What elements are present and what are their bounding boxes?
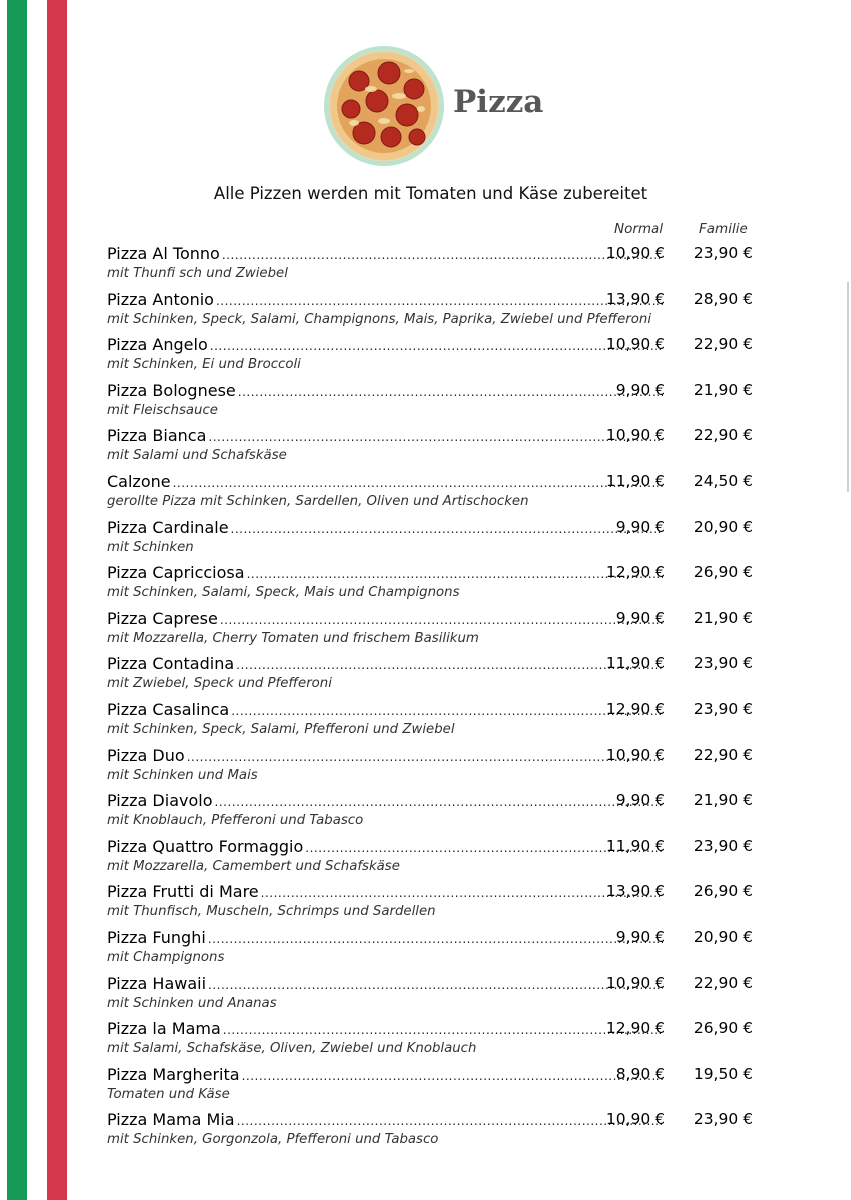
item-description: mit Schinken, Ei und Broccoli (107, 357, 301, 373)
price-family: 22,90 € (693, 426, 753, 445)
item-name: Pizza Duo (107, 745, 185, 765)
item-description: mit Mozzarella, Cherry Tomaten und frischem Basilikum (107, 630, 479, 646)
dot-leader (236, 658, 663, 672)
price-normal: 12,90 € (605, 563, 665, 582)
item-name: Pizza Caprese (107, 608, 218, 628)
item-name: Pizza Antonio (107, 289, 214, 309)
price-family: 21,90 € (693, 791, 753, 810)
price-family: 21,90 € (693, 608, 753, 627)
item-name: Pizza Al Tonno (107, 244, 220, 263)
price-normal: 13,90 € (605, 289, 665, 308)
item-description: mit Schinken und Mais (107, 767, 258, 783)
menu-item (107, 426, 757, 472)
menu-item (107, 882, 757, 928)
item-description: mit Thunfi sch und Zwiebel (107, 266, 288, 281)
item-name: Pizza Hawaii (107, 973, 207, 993)
item-description: mit Fleischsauce (107, 402, 218, 418)
price-family: 26,90 € (693, 882, 753, 901)
price-family: 23,90 € (693, 699, 753, 718)
price-family: 22,90 € (693, 745, 753, 764)
price-family: 20,90 € (693, 517, 753, 536)
dot-leader (238, 385, 663, 399)
menu-item (107, 563, 757, 609)
item-description: mit Schinken, Salami, Speck, Mais und Champignons (107, 585, 460, 601)
dot-leader (208, 978, 663, 992)
price-normal: 11,90 € (605, 471, 665, 490)
price-family: 24,50 € (693, 471, 753, 490)
item-name: Pizza Margherita (107, 1064, 240, 1084)
price-family: 23,90 € (693, 836, 753, 855)
dot-leader (173, 476, 663, 490)
item-name: Pizza Mama Mia (107, 1110, 235, 1130)
item-name: Pizza Diavolo (107, 791, 213, 811)
menu-item (107, 1019, 757, 1065)
price-normal: 9,90 € (615, 517, 665, 536)
item-name: Pizza Angelo (107, 335, 208, 355)
menu-item (107, 1110, 757, 1156)
price-normal: 12,90 € (605, 1019, 665, 1038)
menu-item (107, 290, 757, 336)
dot-leader (261, 886, 663, 900)
column-header-family: Familie (699, 221, 748, 237)
menu-item (107, 654, 757, 700)
item-name: Calzone (107, 471, 171, 491)
dot-leader (208, 430, 663, 444)
price-family: 22,90 € (693, 973, 753, 992)
item-name: Pizza la Mama (107, 1019, 221, 1039)
pizza-illustration (329, 51, 439, 161)
item-description: mit Schinken und Ananas (107, 995, 277, 1011)
menu-item (107, 791, 757, 837)
item-description: mit Thunfisch, Muscheln, Schrimps und Sardellen (107, 904, 436, 920)
menu-header (0, 48, 851, 168)
menu-item (107, 381, 757, 427)
item-description: mit Salami und Schafskäse (107, 448, 287, 464)
item-description: mit Schinken, Speck, Salami, Champignons, Mais, Paprika, Zwiebel und Pfefferoni (107, 311, 652, 327)
pizza-menu-list (107, 244, 757, 1156)
item-name: Pizza Cardinale (107, 517, 229, 537)
column-header-normal: Normal (614, 221, 664, 237)
price-normal: 10,90 € (605, 335, 665, 354)
page-edge-rule (847, 282, 849, 492)
price-normal: 10,90 € (605, 973, 665, 992)
price-normal: 12,90 € (605, 699, 665, 718)
price-family: 26,90 € (693, 563, 753, 582)
item-name: Pizza Casalinca (107, 699, 230, 719)
price-family: 19,50 € (693, 1064, 753, 1083)
dot-leader (231, 522, 663, 536)
item-name: Pizza Funghi (107, 927, 206, 947)
dot-leader (210, 339, 663, 353)
pizza-photo (329, 51, 439, 161)
item-description: mit Knoblauch, Pfefferoni und Tabasco (107, 813, 364, 829)
item-name: Pizza Contadina (107, 654, 235, 674)
item-description: mit Schinken, Speck, Salami, Pfefferoni und Zwiebel (107, 721, 455, 737)
item-description: mit Zwiebel, Speck und Pfefferoni (107, 676, 332, 692)
price-family: 22,90 € (693, 335, 753, 354)
item-name: Pizza Bolognese (107, 380, 236, 400)
dot-leader (208, 932, 663, 946)
menu-item (107, 609, 757, 655)
price-family: 28,90 € (693, 289, 753, 308)
menu-item (107, 1065, 757, 1111)
menu-item (107, 746, 757, 792)
price-normal: 10,90 € (605, 745, 665, 764)
price-normal: 11,90 € (605, 654, 665, 673)
item-name: Pizza Capricciosa (107, 563, 245, 583)
price-normal: 10,90 € (605, 426, 665, 445)
intro-text: Alle Pizzen werden mit Tomaten und Käse zubereitet (213, 184, 648, 203)
item-name: Pizza Frutti di Mare (107, 882, 259, 902)
dot-leader (216, 294, 663, 308)
item-description: mit Champignons (107, 949, 225, 965)
dot-leader (223, 1023, 663, 1037)
dot-leader (215, 795, 664, 809)
menu-item (107, 837, 757, 883)
price-normal: 8,90 € (615, 1064, 665, 1083)
item-description: mit Schinken, Gorgonzola, Pfefferoni und Tabasco (107, 1132, 439, 1148)
dot-leader (187, 750, 663, 764)
price-normal: 9,90 € (615, 791, 665, 810)
menu-item (107, 700, 757, 746)
item-description: gerollte Pizza mit Schinken, Sardellen, Oliven und Artischocken (107, 493, 529, 509)
flag-stripe-red (47, 0, 67, 1200)
menu-item (107, 974, 757, 1020)
price-normal: 10,90 € (605, 1110, 665, 1129)
item-description: mit Mozzarella, Camembert und Schafskäse (107, 858, 400, 874)
price-normal: 9,90 € (615, 380, 665, 399)
dot-leader (220, 613, 663, 627)
price-family: 23,90 € (693, 244, 753, 262)
price-normal: 10,90 € (605, 244, 665, 262)
dot-leader (242, 1069, 663, 1083)
price-normal: 9,90 € (615, 608, 665, 627)
menu-item (107, 335, 757, 381)
menu-item (107, 518, 757, 564)
item-description: mit Schinken (107, 539, 194, 555)
dot-leader (237, 1114, 663, 1128)
flag-stripe-green (7, 0, 27, 1200)
price-family: 20,90 € (693, 927, 753, 946)
price-family: 23,90 € (693, 654, 753, 673)
dot-leader (222, 248, 663, 262)
page-title: Pizza (453, 84, 544, 120)
item-description: mit Salami, Schafskäse, Oliven, Zwiebel und Knoblauch (107, 1041, 477, 1057)
menu-item (107, 244, 757, 290)
price-normal: 11,90 € (605, 836, 665, 855)
dot-leader (247, 567, 663, 581)
menu-item (107, 472, 757, 518)
price-family: 26,90 € (693, 1019, 753, 1038)
price-family: 23,90 € (693, 1110, 753, 1129)
flag-stripe-white (27, 0, 47, 1200)
dot-leader (231, 704, 663, 718)
item-name: Pizza Bianca (107, 426, 207, 446)
price-normal: 9,90 € (615, 927, 665, 946)
price-family: 21,90 € (693, 380, 753, 399)
menu-item (107, 928, 757, 974)
item-description: Tomaten und Käse (107, 1086, 230, 1102)
price-normal: 13,90 € (605, 882, 665, 901)
item-name: Pizza Quattro Formaggio (107, 836, 304, 856)
